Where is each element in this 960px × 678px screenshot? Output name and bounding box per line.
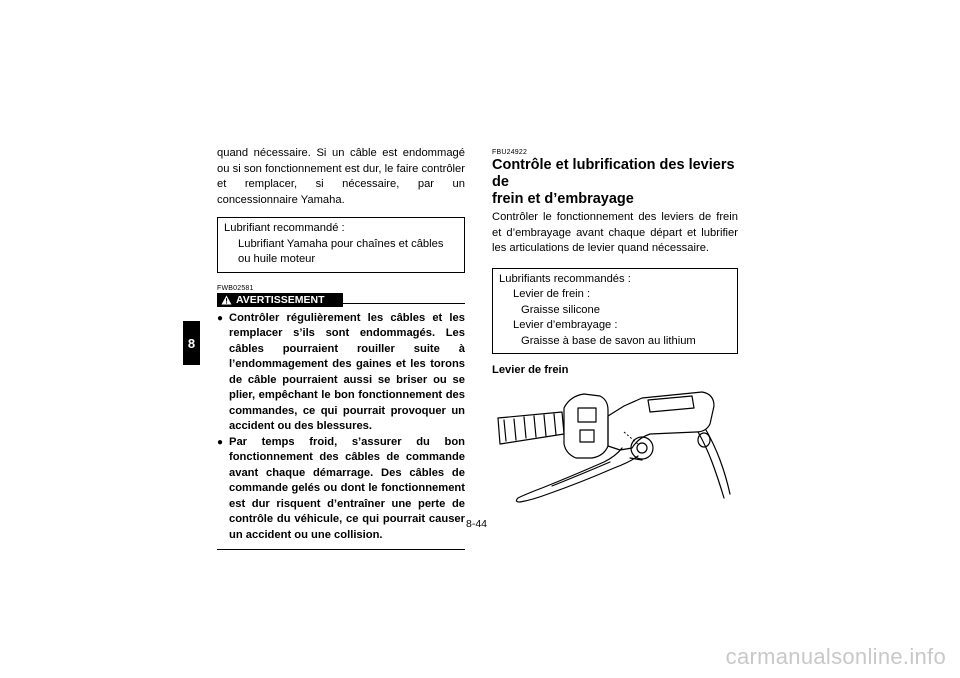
- lubricant-box-title: Lubrifiant recommandé :: [224, 222, 345, 234]
- warning-item-text: Par temps froid, s’assurer du bon fonctionnement des câbles de commande avant chaque démarrage. Des câbles de commande gelés ou dont le fonctionnement est dur risquent d’entraîner une perte de contrôle du véhicule, ce qui pourrait causer un accident ou une collision.: [229, 435, 465, 541]
- bullet-icon: ●: [217, 436, 224, 448]
- watermark: carmanualsonline.info: [725, 644, 946, 669]
- lubricants-box-line: Levier de frein :: [513, 288, 591, 300]
- page-number: 8-44: [466, 518, 488, 530]
- warning-item-text: Contrôler régulièrement les câbles et les remplacer s’ils sont endommagés. Les câbles pourraient rouiller suite à l’endommagement des gaines et les torons de câble pourraient aussi se briser ou se plier, empêchant le bon fonctionnement des commandes, ce qui pourrait provoquer un accident ou des blessures.: [229, 311, 465, 432]
- warning-code: FWB02581: [217, 284, 254, 292]
- warning-triangle-icon: [221, 295, 232, 305]
- list-item: [217, 311, 465, 435]
- section-title-line: Contrôle et lubrification des leviers de: [492, 157, 735, 190]
- section-intro: Contrôler le fonctionnement des leviers de frein et d’embrayage avant chaque départ et lubrifier les articulations de levier quand nécessaire.: [492, 211, 738, 254]
- lubricants-box-line: Levier d’embrayage :: [513, 319, 618, 331]
- warning-badge: [217, 293, 343, 307]
- brake-lever-drawing: [492, 386, 732, 506]
- warning-label: AVERTISSEMENT: [236, 293, 325, 306]
- lubricants-box: [492, 268, 738, 355]
- left-column: [217, 146, 465, 550]
- section-title: [492, 157, 738, 208]
- brake-lever-illustration: [492, 386, 738, 511]
- lubricants-box-title: Lubrifiants recommandés :: [499, 272, 631, 285]
- intro-paragraph: quand nécessaire. Si un câble est endommagé ou si son fonctionnement est dur, le faire contrôler et remplacer, si nécessaire, par un concessionnaire Yamaha.: [217, 147, 465, 206]
- lubricants-box-line: Graisse silicone: [521, 303, 600, 316]
- section-code: FBU24922: [492, 149, 528, 156]
- list-item: [217, 435, 465, 544]
- chapter-number: 8: [187, 335, 196, 351]
- figure-caption: Levier de frein: [492, 364, 569, 376]
- warning-rule: [343, 303, 465, 304]
- lubricants-box-line: Graisse à base de savon au lithium: [521, 334, 696, 347]
- section-title-line: frein et d’embrayage: [492, 191, 634, 207]
- chapter-tab: [183, 321, 200, 365]
- warning-list: [217, 311, 465, 544]
- warning-end-rule: [217, 549, 465, 550]
- bullet-icon: ●: [217, 312, 224, 324]
- lubricant-box-line: ou huile moteur: [238, 253, 316, 265]
- warning-header: [217, 293, 465, 307]
- lubricant-box: [217, 217, 465, 273]
- lubricant-box-line: Lubrifiant Yamaha pour chaînes et câbles: [238, 237, 444, 250]
- right-column: [492, 146, 738, 511]
